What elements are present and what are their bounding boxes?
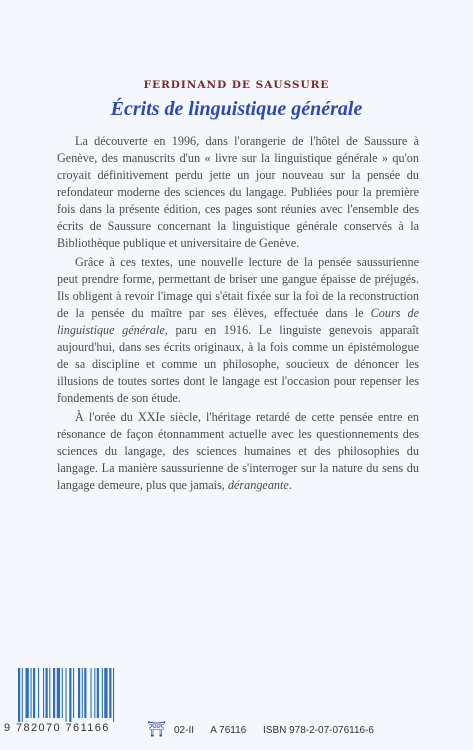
barcode-bar xyxy=(97,668,99,718)
barcode-bar xyxy=(33,668,35,718)
book-title: Écrits de linguistique générale xyxy=(110,98,363,120)
blurb-text xyxy=(57,133,419,496)
code-series: 02-II xyxy=(174,725,195,736)
blurb-paragraph-2-start: Grâce à ces textes, une nouvelle lecture de la pensée saussurienne peut prendre forme, permettant de briser une gangue épaisse de préjugés. Ils obligent à revoir l'image qui s'était fixée sur la foi de la reconstruction de la pensée du maître par ses élèves, effectuée dans le xyxy=(57,255,419,320)
barcode-bars xyxy=(8,668,147,722)
barcode-bar xyxy=(43,668,44,718)
blurb-paragraph-3-start: À l'orée du XXIe siècle, l'héritage retardé de cette pensée entre en résonance de façon étonnamment actuelle avec les questionnements des sciences du langage, des sciences humaines et des philosophies du langage. La manière saussurienne de s'interroger sur la nature du sens du langage demeure, plus que jamais, xyxy=(57,410,419,492)
blurb-paragraph-3-end: . xyxy=(288,478,292,492)
barcode-bar xyxy=(82,668,83,718)
barcode-digits: 9 782070 761166 xyxy=(4,722,110,734)
barcode-bar xyxy=(18,668,20,722)
barcode-bar xyxy=(62,668,63,718)
blurb-paragraph-2 xyxy=(57,254,419,407)
barcode-bar xyxy=(102,668,103,718)
barcode-bar xyxy=(22,668,23,722)
blurb-paragraph-2-end: , paru en 1916. Le linguiste genevois apparaît aujourd'hui, dans ses écrits originaux, à la fois comme un épistémologue de sa discipline et comme un philosophe, soucieux de dénoncer les illusions de toutes sortes dont le langage est l'occasion pour repenser les fondements de son étude. xyxy=(57,323,419,405)
barcode-bar xyxy=(78,668,80,718)
barcode-bar xyxy=(46,668,48,718)
product-codes xyxy=(174,725,388,736)
barcode-bar xyxy=(104,668,107,718)
barcode-bar xyxy=(91,668,92,718)
barcode-bar xyxy=(57,668,60,718)
barcode-bar xyxy=(69,668,71,722)
author-name: FERDINAND DE SAUSSURE xyxy=(143,79,330,91)
barcode-bar xyxy=(53,668,55,718)
derangeante-italic: dérangeante xyxy=(227,478,289,492)
barcode-bar xyxy=(66,668,67,722)
publisher-logo-icon: ⛩ xyxy=(147,720,167,738)
barcode-bar xyxy=(49,668,50,718)
barcode-bar xyxy=(26,668,29,718)
blurb-paragraph-3 xyxy=(57,409,419,494)
code-reference: A 76116 xyxy=(210,725,247,736)
barcode-bar xyxy=(113,668,114,722)
cours-title-italic: Cours de linguistique générale xyxy=(57,306,420,337)
barcode-bar xyxy=(94,668,95,718)
barcode-bar xyxy=(38,668,39,718)
blurb-paragraph-1: La découverte en 1996, dans l'orangerie de l'hôtel de Saussure à Genève, des manuscrits d'un « livre sur la linguistique générale » qu'on croyait définitivement perdu jette un jour nouveau sur la pensée du refondateur moderne des sciences du langage. Publiées pour la première fois dans la présente édition, ces pages sont réunies avec l'ensemble des écrits de Saussure concernant la linguistique générale conservés à la Bibliothèque publique et universitaire de Genève. xyxy=(57,134,419,250)
barcode-bar xyxy=(84,668,86,718)
barcode-bar xyxy=(73,668,74,718)
barcode-bar xyxy=(31,668,32,718)
barcode-bar xyxy=(109,668,111,718)
isbn-number: ISBN 978-2-07-076116-6 xyxy=(263,725,374,736)
